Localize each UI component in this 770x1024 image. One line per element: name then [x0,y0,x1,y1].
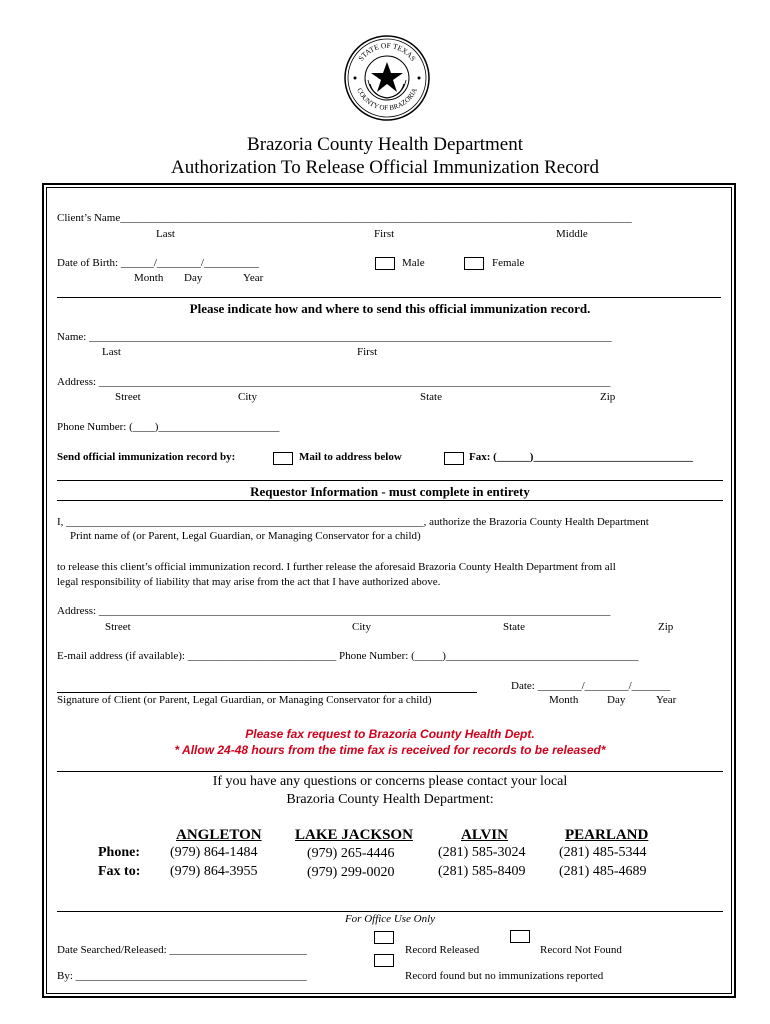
male-checkbox[interactable] [375,257,395,270]
office-lake-jackson-phone: (979) 265-4446 [307,846,395,861]
release-text-line2: legal responsibility of liability that may arise from the act that I have authorized above. [57,576,441,588]
page-title-line2: Authorization To Release Official Immunization Record [171,157,599,178]
dob-field[interactable]: Date of Birth: ______/________/__________ [57,257,259,269]
client-name-sub-last: Last [156,228,175,240]
office-angleton-fax: (979) 864-3955 [170,864,258,879]
dob-sub-year: Year [243,272,264,284]
send-address-field[interactable]: Address: _____________________________________________________________________________________________ [57,376,611,388]
office-pearland-phone: (281) 485-5344 [559,845,647,860]
send-addr-sub-zip: Zip [600,391,616,403]
req-addr-sub-zip: Zip [658,621,674,633]
office-alvin-phone: (281) 585-3024 [438,845,526,860]
county-seal [343,34,431,122]
date-sub-year: Year [656,694,677,706]
record-released-label: Record Released [405,944,480,956]
signature-line[interactable] [57,692,477,693]
send-addr-sub-state: State [420,391,442,403]
fax-notice-line1: Please fax request to Brazoria County Health Dept. [245,727,535,741]
req-addr-sub-city: City [352,621,371,633]
mail-label: Mail to address below [299,451,402,463]
divider [57,911,723,912]
record-released-checkbox[interactable] [374,931,394,944]
req-addr-sub-street: Street [105,621,131,633]
record-not-found-label: Record Not Found [540,944,622,956]
office-angleton-name: ANGLETON [176,827,262,843]
date-sub-month: Month [549,694,579,706]
send-name-sub-first: First [357,346,378,358]
dob-sub-month: Month [134,272,164,284]
requestor-address-field[interactable]: Address: _____________________________________________________________________________________________ [57,605,611,617]
mail-checkbox[interactable] [273,452,293,465]
authorize-name-field[interactable]: I, _________________________________________________________________, authorize the Brazoria County Health Department [57,516,649,528]
office-pearland-fax: (281) 485-4689 [559,864,647,879]
by-field[interactable]: By: __________________________________________ [57,970,307,982]
office-use-heading: For Office Use Only [344,913,436,925]
divider [57,480,723,481]
email-phone-field[interactable]: E-mail address (if available): ___________________________ Phone Number: (_____)___________________________________ [57,650,639,662]
send-addr-sub-street: Street [115,391,141,403]
fax-notice-line2: * Allow 24-48 hours from the time fax is received for records to be released* [174,743,606,757]
fax-checkbox[interactable] [444,452,464,465]
client-name-sub-first: First [374,228,395,240]
divider [57,297,721,298]
send-heading: Please indicate how and where to send this official immunization record. [189,301,591,316]
request-date-field[interactable]: Date: ________/________/_______ [511,680,671,692]
office-alvin-fax: (281) 585-8409 [438,864,526,879]
record-no-immunizations-label: Record found but no immunizations reported [405,970,604,982]
seal-bottom-text: COUNTY OF BRAZORIA [355,86,419,113]
record-no-immunizations-checkbox[interactable] [374,954,394,967]
female-label: Female [492,257,525,269]
send-fax-field[interactable]: Fax: (______)_____________________________ [469,451,693,463]
send-phone-field[interactable]: Phone Number: (____)______________________ [57,421,280,433]
divider [57,771,723,772]
contact-line1: If you have any questions or concerns please contact your local [212,774,568,789]
req-addr-sub-state: State [503,621,525,633]
office-angleton-phone: (979) 864-1484 [170,845,258,860]
requestor-heading: Requestor Information - must complete in entirety [250,484,530,499]
office-pearland-name: PEARLAND [565,827,649,843]
send-name-field[interactable]: Name: _______________________________________________________________________________________________ [57,331,612,343]
signature-label: Signature of Client (or Parent, Legal Guardian, or Managing Conservator for a child) [57,694,432,706]
seal-top-text: STATE OF TEXAS [356,40,418,63]
client-name-sub-middle: Middle [556,228,588,240]
fax-row-label: Fax to: [98,864,141,879]
office-lake-jackson-name: LAKE JACKSON [295,827,413,843]
contact-line2: Brazoria County Health Department: [286,792,494,807]
send-by-label: Send official immunization record by: [57,451,236,463]
divider [57,500,723,501]
record-not-found-checkbox[interactable] [510,930,530,943]
date-sub-day: Day [607,694,626,706]
date-searched-field[interactable]: Date Searched/Released: _________________________ [57,944,307,956]
male-label: Male [402,257,425,269]
page-title-line1: Brazoria County Health Department [247,134,523,155]
release-text-line1: to release this client’s official immunization record. I further release the aforesaid Brazoria County Health Department from all [57,561,616,573]
send-addr-sub-city: City [238,391,257,403]
phone-row-label: Phone: [98,845,140,860]
office-lake-jackson-fax: (979) 299-0020 [307,865,395,880]
print-name-sub: Print name of (or Parent, Legal Guardian, or Managing Conservator for a child) [70,530,421,542]
send-name-sub-last: Last [102,346,121,358]
dob-sub-day: Day [184,272,203,284]
female-checkbox[interactable] [464,257,484,270]
office-alvin-name: ALVIN [461,827,508,843]
client-name-field[interactable]: Client’s Name_____________________________________________________________________________________________ [57,212,632,224]
